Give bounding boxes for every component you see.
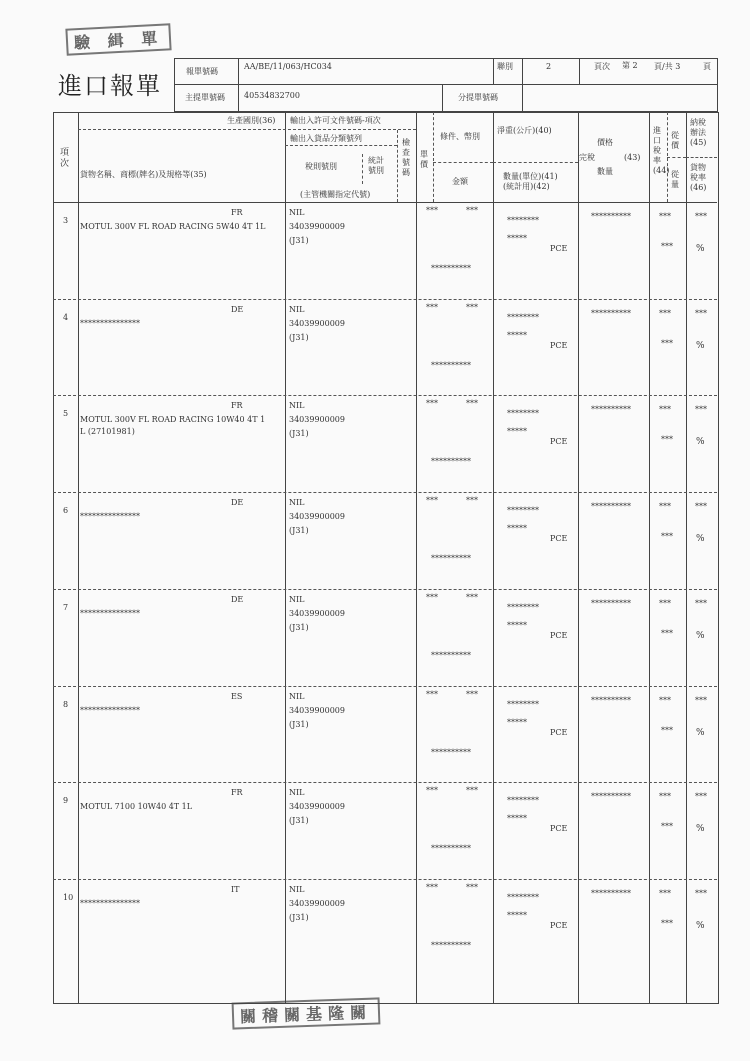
item-authority-code: (J31): [289, 526, 309, 536]
item-quantity: *****: [507, 814, 527, 824]
item-quantity: *****: [507, 234, 527, 243]
item-authority-code: (J31): [289, 236, 309, 245]
item-value: **********: [591, 212, 631, 221]
item-authority-code: (J31): [289, 719, 309, 729]
item-tax-method: ***: [695, 792, 707, 802]
col-value-qty: 數量: [597, 167, 613, 176]
item-terms-currency: ***: [426, 399, 438, 409]
item-origin: FR: [231, 401, 243, 411]
item-tariff-no: 34039900009: [289, 415, 345, 425]
item-unit: PCE: [550, 727, 568, 737]
item-tariff-no: 34039900009: [289, 802, 345, 812]
item-description: MOTUL 300V FL ROAD RACING 5W40 4T 1L: [80, 222, 266, 231]
item-no: 9: [63, 796, 69, 806]
item-terms-code: ***: [466, 592, 478, 602]
table-row: [53, 202, 717, 299]
row-divider: [53, 395, 717, 396]
item-permit: NIL: [289, 208, 305, 217]
col-specific: 從 量: [671, 170, 679, 189]
col-unit-price: 單 價: [420, 150, 428, 169]
item-terms-currency: ***: [426, 786, 438, 796]
house-bl-label: 分提單號碼: [458, 93, 498, 102]
col-permit: 輸出入許可文件號碼-項次: [290, 116, 381, 125]
item-origin: DE: [231, 304, 244, 314]
item-net-weight: ********: [507, 892, 539, 902]
item-specific: ***: [661, 822, 673, 832]
item-amount: **********: [431, 747, 471, 757]
item-description: ***************: [80, 512, 140, 522]
item-terms-code: ***: [466, 399, 478, 409]
item-terms-code: ***: [466, 689, 478, 699]
item-origin: IT: [231, 884, 240, 894]
row-divider: [53, 492, 717, 493]
item-no: 7: [63, 602, 69, 612]
col-origin: 生產國別(36): [227, 116, 276, 125]
item-rate: ***: [659, 212, 671, 221]
item-description: ***************: [80, 318, 140, 328]
row-divider: [53, 589, 717, 590]
customs-stamp: 關稽關基隆關: [232, 997, 381, 1029]
item-authority-code: (J31): [289, 429, 309, 439]
item-authority-code: (J31): [289, 816, 309, 826]
col-commodity-tax: 貨物 稅率 (46): [690, 163, 707, 192]
item-terms-currency: ***: [426, 592, 438, 602]
page-title: 進口報單: [58, 72, 162, 100]
item-permit: NIL: [289, 691, 305, 701]
item-terms-code: ***: [466, 882, 478, 892]
item-origin: ES: [231, 691, 243, 701]
table-row: [53, 782, 717, 879]
page-suffix: 頁: [703, 62, 711, 71]
item-specific: ***: [661, 435, 673, 445]
item-quantity: *****: [507, 427, 527, 437]
table-row: [53, 299, 717, 396]
row-divider: [53, 782, 717, 783]
table-row: [53, 492, 717, 589]
master-bl-label: 主提單號碼: [185, 93, 225, 102]
item-no: 3: [63, 216, 69, 225]
item-terms-code: ***: [466, 206, 478, 215]
col-goods-class: 輸出入貨品分類號列: [290, 134, 362, 143]
item-terms-currency: ***: [426, 206, 438, 215]
item-unit: PCE: [550, 630, 568, 640]
page-total: 頁/共 3: [654, 62, 681, 71]
item-no: 8: [63, 699, 69, 709]
item-unit: PCE: [550, 920, 568, 930]
item-commodity-tax: %: [696, 437, 705, 448]
item-tariff-no: 34039900009: [289, 608, 345, 618]
item-description: MOTUL 7100 10W40 4T 1L: [80, 802, 193, 812]
item-unit: PCE: [550, 534, 568, 544]
row-divider: [53, 299, 717, 300]
col-value-43: (43): [624, 153, 641, 162]
item-value: **********: [591, 598, 631, 608]
item-terms-currency: ***: [426, 496, 438, 506]
item-tariff-no: 34039900009: [289, 318, 345, 328]
item-tax-method: ***: [695, 598, 707, 608]
col-item-no: 項 次: [60, 148, 70, 169]
item-terms-code: ***: [466, 496, 478, 506]
item-quantity: *****: [507, 910, 527, 920]
item-net-weight: ********: [507, 409, 539, 419]
page-current: 第 2: [622, 61, 638, 70]
item-value: **********: [591, 888, 631, 898]
item-rate: ***: [659, 792, 671, 802]
col-import-rate: 進 口 稅 率 (44): [653, 126, 670, 175]
table-row: [53, 879, 717, 976]
item-tariff-no: 34039900009: [289, 898, 345, 908]
item-unit: PCE: [550, 824, 568, 834]
item-specific: ***: [661, 338, 673, 348]
item-description: ***************: [80, 705, 140, 715]
col-value-label: 價格: [597, 138, 613, 147]
item-permit: NIL: [289, 884, 305, 894]
item-quantity: *****: [507, 620, 527, 630]
item-specific: ***: [661, 532, 673, 542]
item-origin: DE: [231, 498, 244, 508]
item-tariff-no: 34039900009: [289, 512, 345, 522]
item-permit: NIL: [289, 594, 305, 604]
item-quantity: *****: [507, 524, 527, 534]
table-row: [53, 395, 717, 492]
item-no: 10: [63, 892, 74, 902]
item-commodity-tax: %: [696, 534, 705, 545]
item-value: **********: [591, 308, 631, 318]
item-net-weight: ********: [507, 699, 539, 709]
item-commodity-tax: %: [696, 920, 705, 931]
item-amount: **********: [431, 940, 471, 950]
item-terms-code: ***: [466, 786, 478, 796]
row-divider: [53, 686, 717, 687]
item-value: **********: [591, 695, 631, 705]
item-rate: ***: [659, 405, 671, 415]
item-authority-code: (J31): [289, 912, 309, 922]
col-net-weight: 淨重(公斤)(40): [497, 126, 552, 135]
page-label: 頁次: [594, 62, 610, 71]
item-amount: **********: [431, 457, 471, 467]
declaration-no: AA/BE/11/063/HC034: [244, 62, 332, 71]
item-tax-method: ***: [695, 405, 707, 415]
item-commodity-tax: %: [696, 340, 705, 351]
item-terms-currency: ***: [426, 689, 438, 699]
col-quantity: 數量(單位)(41) (統計用)(42): [503, 172, 558, 191]
item-value: **********: [591, 792, 631, 802]
item-permit: NIL: [289, 401, 305, 411]
col-inspection: 檢 查 號 碼: [402, 138, 410, 177]
col-tax-method: 納稅 辦法 (45): [690, 118, 707, 147]
item-permit: NIL: [289, 498, 305, 508]
item-terms-currency: ***: [426, 882, 438, 892]
item-rate: ***: [659, 695, 671, 705]
item-specific: ***: [661, 918, 673, 928]
row-divider: [53, 879, 717, 880]
item-authority-code: (J31): [289, 622, 309, 632]
copy-label: 聯別: [497, 62, 513, 71]
col-amount: 金額: [452, 177, 468, 186]
col-ad-valorem: 從 價: [671, 131, 679, 150]
master-bl: 40534832700: [244, 91, 300, 100]
item-description: ***************: [80, 898, 140, 908]
item-tax-method: ***: [695, 888, 707, 898]
item-net-weight: ********: [507, 312, 539, 322]
item-tax-method: ***: [695, 212, 707, 221]
item-terms-currency: ***: [426, 302, 438, 312]
col-terms: 條件、幣別: [440, 132, 480, 141]
item-commodity-tax: %: [696, 824, 705, 835]
item-no: 6: [63, 506, 69, 516]
col-value-tax: 完稅: [579, 153, 595, 162]
item-unit: PCE: [550, 437, 568, 447]
declaration-no-label: 報單號碼: [186, 67, 218, 76]
item-amount: **********: [431, 844, 471, 854]
col-tariff-no: 稅則號別: [305, 162, 337, 171]
item-no: 4: [63, 312, 69, 322]
item-amount: **********: [431, 264, 471, 273]
item-amount: **********: [431, 554, 471, 564]
item-net-weight: ********: [507, 602, 539, 612]
item-description: MOTUL 300V FL ROAD RACING 10W40 4T 1: [80, 415, 266, 425]
item-description-cont: L (27101981): [80, 427, 135, 437]
item-rate: ***: [659, 502, 671, 512]
item-terms-code: ***: [466, 302, 478, 312]
col-authority: (主管機關指定代號): [300, 190, 371, 199]
item-amount: **********: [431, 650, 471, 660]
col-stat-code: 統計 號別: [368, 156, 384, 175]
item-commodity-tax: %: [696, 630, 705, 641]
item-net-weight: ********: [507, 216, 539, 225]
item-commodity-tax: %: [696, 727, 705, 738]
item-net-weight: ********: [507, 506, 539, 516]
item-permit: NIL: [289, 788, 305, 798]
item-specific: ***: [661, 628, 673, 638]
item-quantity: *****: [507, 330, 527, 340]
item-rate: ***: [659, 598, 671, 608]
item-unit: PCE: [550, 244, 568, 253]
item-value: **********: [591, 502, 631, 512]
item-net-weight: ********: [507, 796, 539, 806]
item-authority-code: (J31): [289, 332, 309, 342]
item-tariff-no: 34039900009: [289, 222, 345, 231]
copy-value: 2: [546, 62, 552, 71]
item-origin: FR: [231, 208, 243, 217]
item-amount: **********: [431, 360, 471, 370]
item-tariff-no: 34039900009: [289, 705, 345, 715]
item-rate: ***: [659, 308, 671, 318]
item-rate: ***: [659, 888, 671, 898]
item-specific: ***: [661, 725, 673, 735]
item-commodity-tax: %: [696, 244, 705, 254]
item-value: **********: [591, 405, 631, 415]
item-quantity: *****: [507, 717, 527, 727]
item-permit: NIL: [289, 304, 305, 314]
item-tax-method: ***: [695, 695, 707, 705]
table-row: [53, 589, 717, 686]
table-row: [53, 686, 717, 783]
col-description: 貨物名稱、商標(牌名)及規格等(35): [80, 170, 207, 179]
item-origin: DE: [231, 594, 244, 604]
item-specific: ***: [661, 242, 673, 251]
item-tax-method: ***: [695, 502, 707, 512]
item-origin: FR: [231, 788, 243, 798]
inspection-stamp: 驗 緝 單: [65, 23, 171, 55]
item-tax-method: ***: [695, 308, 707, 318]
item-unit: PCE: [550, 340, 568, 350]
item-description: ***************: [80, 608, 140, 618]
item-no: 5: [63, 409, 69, 419]
